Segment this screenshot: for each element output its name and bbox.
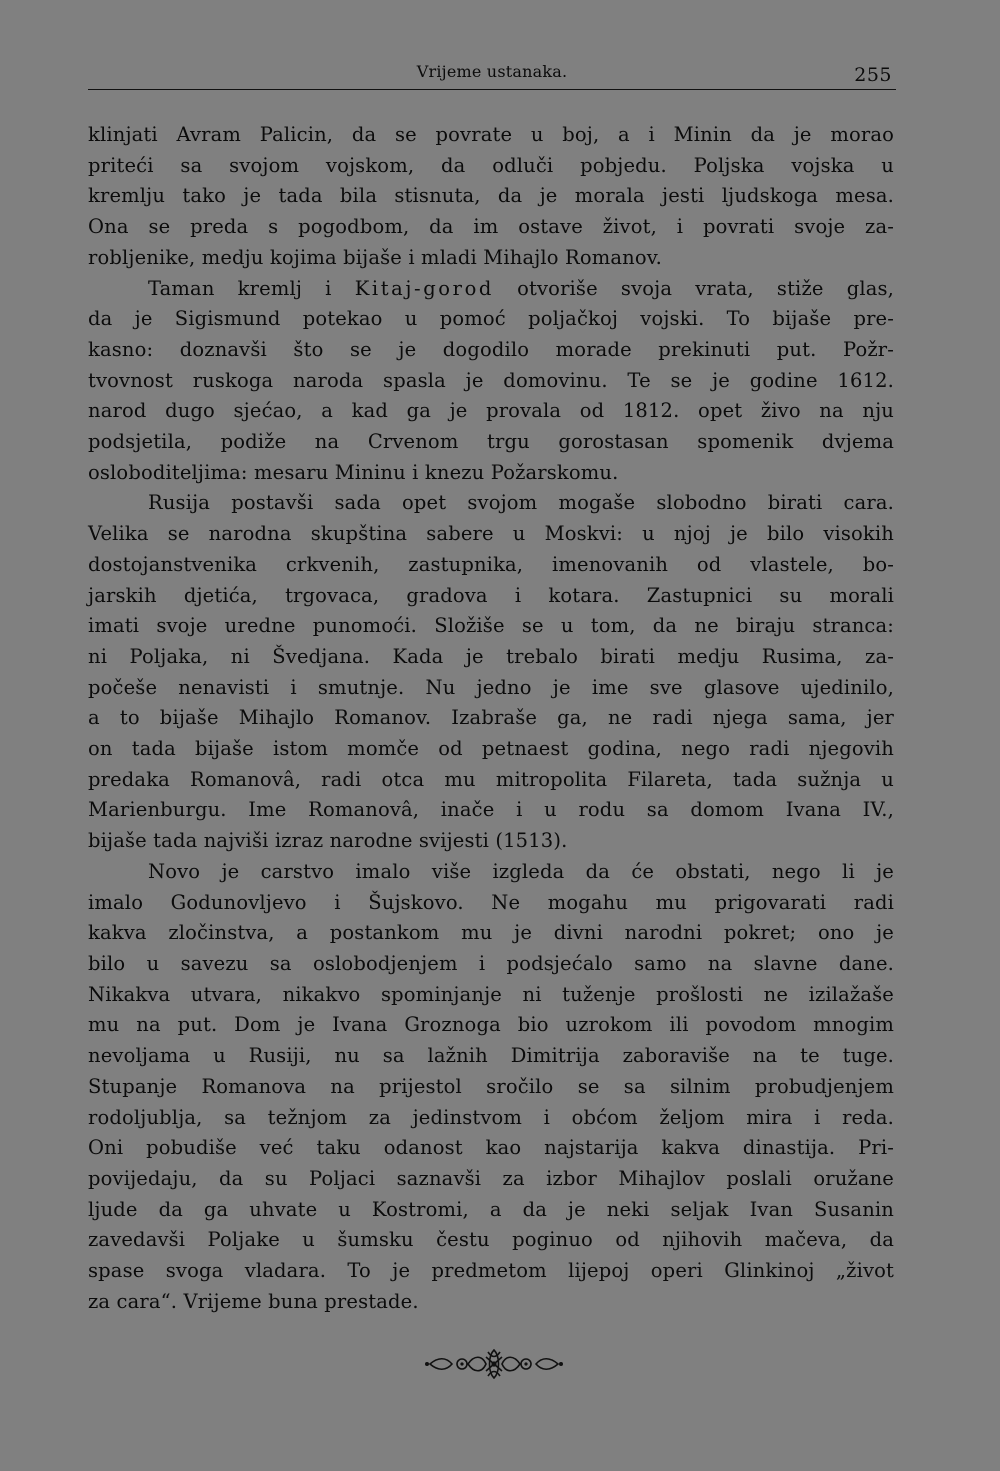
- running-title: Vrijeme ustanaka.: [416, 62, 568, 81]
- text-line: Stupanje Romanova na prijestol sročilo se sa silnim probudjenjem: [88, 1074, 894, 1098]
- text-line: Rusija postavši sada opet svojom mogaše slobodno birati cara.: [148, 491, 894, 515]
- text-line: narod dugo sjećao, a kad ga je provala od 1812. opet živo na nju: [88, 399, 894, 423]
- text-line: Ona se preda s pogodbom, da im ostave život, i povrati svoje za-: [88, 215, 894, 239]
- text-line: jarskih djetića, trgovaca, gradova i kotara. Zastupnici su morali: [88, 583, 894, 607]
- text-line: za cara“. Vrijeme buna prestade.: [88, 1289, 419, 1313]
- text-line: ni Poljaka, ni Švedjana. Kada je trebalo birati medju Rusima, za-: [88, 644, 894, 668]
- text-line: kremlju tako je tada bila stisnuta, da je morala jesti ljudskoga mesa.: [88, 184, 894, 208]
- text-line: Velika se narodna skupština sabere u Moskvi: u njoj je bilo visokih: [88, 522, 894, 546]
- text-line: priteći sa svojom vojskom, da odluči pobjedu. Poljska vojska u: [88, 153, 894, 177]
- text-line: nevoljama u Rusiji, nu sa lažnih Dimitrija zaboraviše na te tuge.: [88, 1044, 894, 1068]
- header-rule: [88, 89, 896, 90]
- text-line: da je Sigismund potekao u pomoć poljačkoj vojski. To bijaše pre-: [88, 307, 894, 331]
- text-line: rodoljublja, sa težnjom za jedinstvom i obćom željom mira i reda.: [88, 1105, 894, 1129]
- text-line: predaka Romanovâ, radi otca mu mitropolita Filareta, tada sužnja u: [88, 767, 894, 791]
- text-line: zavedavši Poljake u šumsku čestu poginuo od njihovih mačeva, da: [88, 1228, 894, 1252]
- text-line: tvovnost ruskoga naroda spasla je domovinu. Te se je godine 1612.: [88, 368, 894, 392]
- text-line: podsjetila, podiže na Crvenom trgu gorostasan spomenik dvjema: [88, 430, 894, 454]
- text-line: povijedaju, da su Poljaci saznavši za izbor Mihajlov poslali oružane: [88, 1166, 894, 1190]
- text-line: klinjati Avram Palicin, da se povrate u boj, a i Minin da je morao: [88, 123, 894, 146]
- text-line: bilo u savezu sa oslobodjenjem i podsjećalo samo na slavne dane.: [88, 951, 894, 975]
- paragraph-4: [88, 857, 894, 1318]
- text-line: Novo je carstvo imalo više izgleda da će obstati, nego li je: [148, 859, 894, 883]
- text-line: kakva zločinstva, a postankom mu je divni narodni pokret; ono je: [88, 921, 894, 945]
- text-line: imalo Godunovljevo i Šujskovo. Ne mogahu mu prigovarati radi: [88, 890, 894, 914]
- text-line: spase svoga vladara. To je predmetom lijepoj operi Glinkinoj „život: [88, 1259, 894, 1283]
- text-line: ljude da ga uhvate u Kostromi, a da je neki seljak Ivan Susanin: [88, 1197, 894, 1221]
- text-line: osloboditeljima: mesaru Mininu i knezu Požarskomu.: [88, 460, 619, 484]
- paragraph-3: [88, 488, 894, 856]
- page-header: [88, 58, 896, 92]
- text-line: dostojanstvenika crkvenih, zastupnika, imenovanih od vlastele, bo-: [88, 552, 894, 576]
- text-line: imati svoje uredne punomoći. Složiše se u tom, da ne biraju stranca:: [88, 614, 894, 638]
- text-line: počeše nenavisti i smutnje. Nu jedno je ime sve glasove ujedinilo,: [88, 675, 894, 699]
- page-number: 255: [854, 64, 892, 86]
- place-name-spaced: Kitaj-gorod: [354, 276, 494, 300]
- text-line: kasno: doznavši što se je dogodilo morade prekinuti put. Požr-: [88, 337, 894, 361]
- text-line: bijaše tada najviši izraz narodne svijesti (1513).: [88, 829, 568, 853]
- text-line: Marienburgu. Ime Romanovâ, inače i u rodu sa domom Ivana IV.,: [88, 798, 894, 822]
- text-line: a to bijaše Mihajlo Romanov. Izabraše ga, ne radi njega sama, jer: [88, 706, 894, 730]
- text-line: mu na put. Dom je Ivana Groznoga bio uzrokom ili povodom mnogim: [88, 1013, 894, 1037]
- text-line: robljenike, medju kojima bijaše i mladi Mihajlo Romanov.: [88, 245, 662, 269]
- paragraph-1: [88, 120, 894, 274]
- text-line: on tada bijaše istom momče od petnaest godina, nego radi njegovih: [88, 737, 894, 761]
- text-line: Nikakva utvara, nikakvo spominjanje ni tuženje prošlosti ne izilažaše: [88, 982, 894, 1006]
- text-fragment: Taman kremlj i: [148, 276, 355, 300]
- body-text: [88, 120, 894, 1317]
- text-line: Oni pobudiše već taku odanost kao najstarija kakva dinastija. Pri-: [88, 1136, 894, 1160]
- text-fragment: otvoriše svoja vrata, stiže glas,: [494, 276, 894, 300]
- text-line: [88, 274, 894, 305]
- paragraph-2: [88, 274, 894, 489]
- floral-tailpiece-icon: [424, 1347, 564, 1381]
